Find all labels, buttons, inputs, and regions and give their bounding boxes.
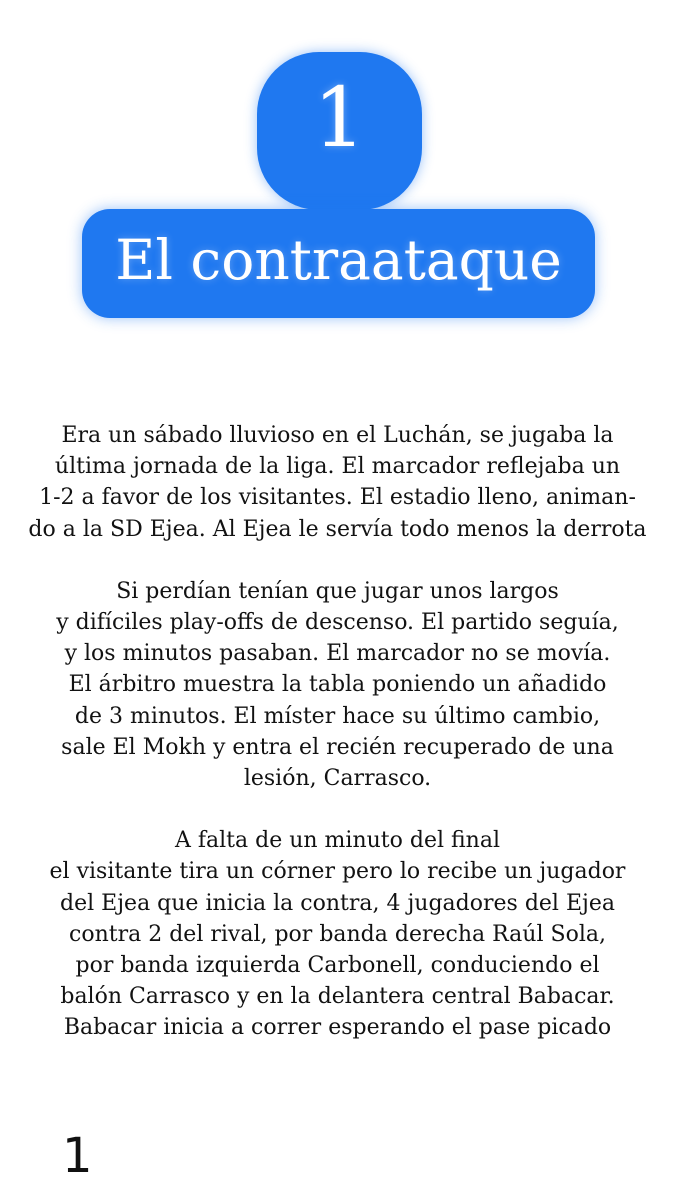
story-line: contra 2 del rival, por banda derecha Raúl Sola, — [69, 921, 606, 947]
story-line: Si perdían tenían que jugar unos largos — [116, 578, 559, 604]
story-line: A falta de un minuto del final — [175, 828, 500, 854]
story-line: de 3 minutos. El míster hace su último cambio, — [74, 703, 601, 729]
story-line: El árbitro muestra la tabla poniendo un añadido — [68, 672, 607, 698]
story-line: y los minutos pasaban. El marcador no se movía. — [64, 641, 611, 667]
story-line: 1-2 a favor de los visitantes. El estadio lleno, animan- — [39, 485, 636, 511]
story-paragraph-1 — [18, 420, 657, 545]
page-number: 1 — [62, 1128, 93, 1184]
story-line: balón Carrasco y en la delantera central Babacar. — [60, 984, 615, 1010]
story-line: do a la SD Ejea. Al Ejea le servía todo menos la derrota — [28, 516, 647, 542]
story-line: última jornada de la liga. El marcador reflejaba un — [54, 454, 621, 480]
chapter-title-badge — [82, 209, 595, 318]
story-line: por banda izquierda Carbonell, conduciendo el — [75, 953, 600, 979]
story-line: Babacar inicia a correr esperando el pase picado — [63, 1015, 612, 1041]
story-line: el visitante tira un córner pero lo recibe un jugador — [49, 859, 626, 885]
story-paragraph-2 — [18, 576, 657, 794]
chapter-number-badge — [257, 52, 422, 210]
story-line: del Ejea que inicia la contra, 4 jugadores del Ejea — [60, 890, 615, 916]
chapter-title: El contraataque — [115, 228, 562, 292]
story-line: Era un sábado lluvioso en el Luchán, se jugaba la — [61, 423, 614, 448]
story-line: lesión, Carrasco. — [243, 766, 432, 792]
story-paragraph-3 — [18, 825, 657, 1043]
story-line: y difíciles play-offs de descenso. El partido seguía, — [56, 610, 619, 636]
story-body — [18, 420, 657, 1044]
story-line: sale El Mokh y entra el recién recuperado de una — [61, 734, 614, 760]
chapter-number: 1 — [313, 71, 366, 166]
chapter-header — [0, 0, 675, 340]
